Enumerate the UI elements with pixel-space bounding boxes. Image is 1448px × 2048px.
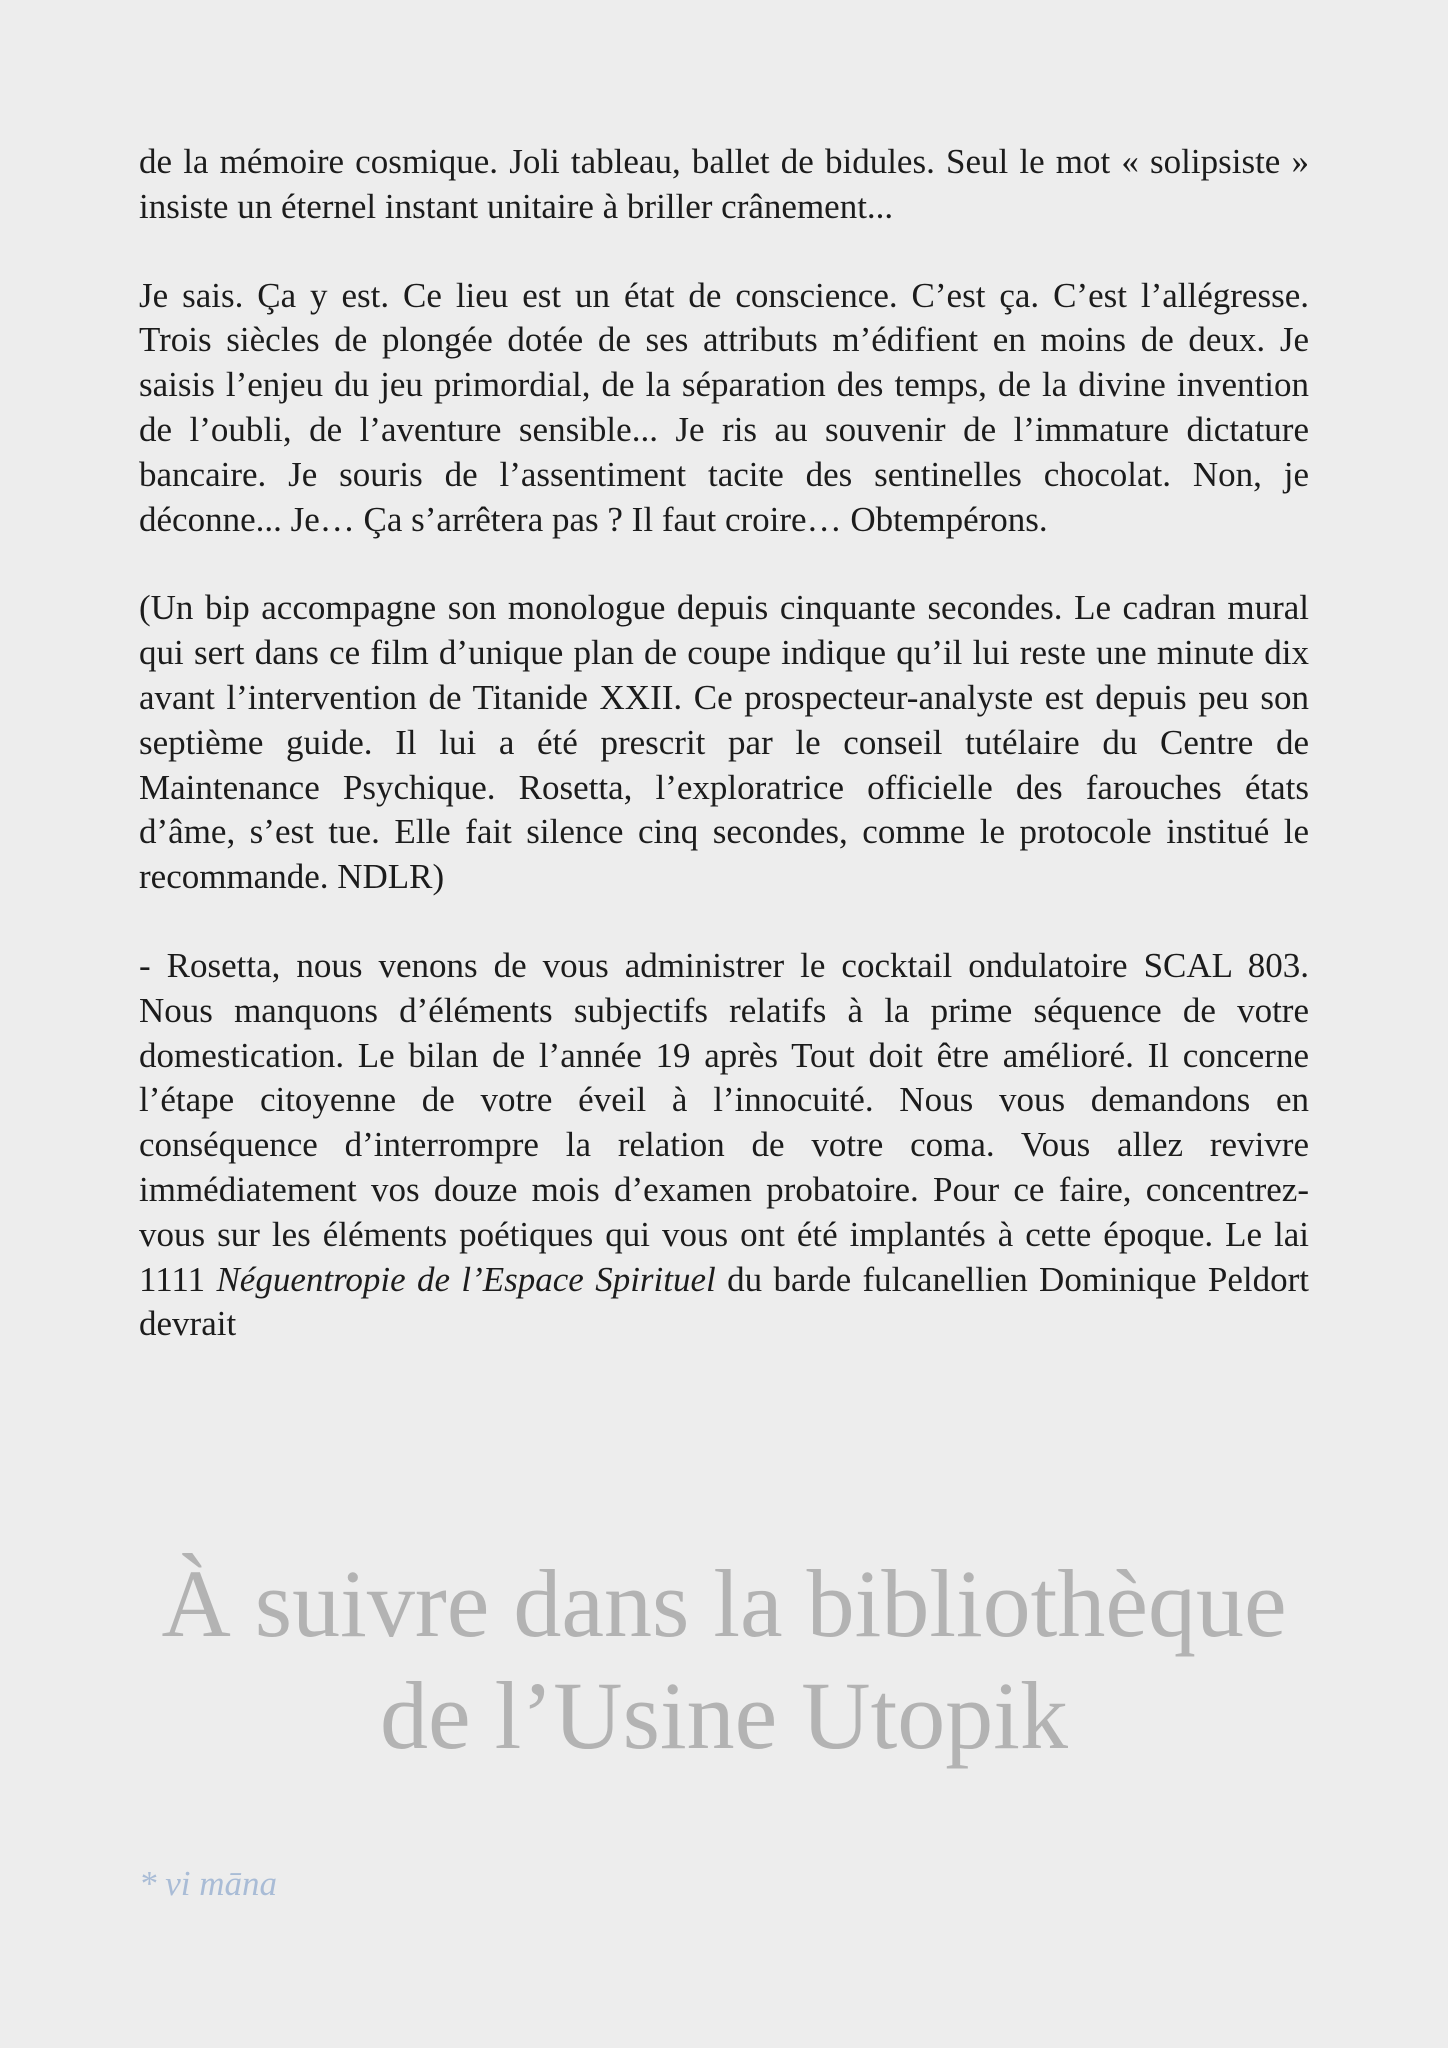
closing-line-2: de l’Usine Utopik [380,1662,1068,1769]
closing-line-1: À suivre dans la bibliothèque [161,1550,1287,1657]
closing-banner [0,1548,1448,1772]
paragraph-rosetta-text-after: du barde fulcanellien Dominique Peldort devrait [139,1259,1309,1344]
paragraph-rosetta-instructions [139,944,1309,1347]
document-body [139,140,1309,1347]
paragraph-rosetta-text-before: - Rosetta, nous venons de vous administrer le cocktail ondulatoire SCAL 803. Nous manquons d’éléments subjectifs relatifs à la prime séquence de votre domestication. Le bilan de l’année 19 après Tout doit être amélioré. Il concerne l’étape citoyenne de votre éveil à l’innocuité. Nous vous demandons en conséquence d’interrompre la relation de votre coma. Vous allez revivre immédiatement vos douze mois d’examen probatoire. Pour ce faire, concentrez-vous sur les éléments poétiques qui vous ont été implantés à cette époque. Le lai 1111 [139,945,1309,1299]
paragraph-editor-note: (Un bip accompagne son monologue depuis cinquante secondes. Le cadran mural qui sert dans ce film d’unique plan de coupe indique qu’il lui reste une minute dix avant l’intervention de Titanide XXII. Ce prospecteur-analyste est depuis peu son septième guide. Il lui a été prescrit par le conseil tutélaire du Centre de Maintenance Psychique. Rosetta, l’exploratrice officielle des farouches états d’âme, s’est tue. Elle fait silence cinq secondes, comme le protocole institué le recommande. NDLR) [139,588,1309,897]
footnote: * vi māna [139,1864,278,1903]
poem-title: Néguentropie de l’Espace Spirituel [216,1259,716,1299]
paragraph-cosmic-memory: de la mémoire cosmique. Joli tableau, ballet de bidules. Seul le mot « solipsiste » insiste un éternel instant unitaire à briller crânement... [139,142,1309,226]
paragraph-state-of-consciousness: Je sais. Ça y est. Ce lieu est un état de conscience. C’est ça. C’est l’allégresse. Trois siècles de plongée dotée de ses attributs m’édifient en moins de deux. Je saisis l’enjeu du jeu primordial, de la séparation des temps, de la divine invention de l’oubli, de l’aventure sensible... Je ris au souvenir de l’immature dictature bancaire. Je souris de l’assentiment tacite des sentinelles chocolat. Non, je déconne... Je… Ça s’arrêtera pas ? Il faut croire… Obtempérons. [139,275,1309,539]
